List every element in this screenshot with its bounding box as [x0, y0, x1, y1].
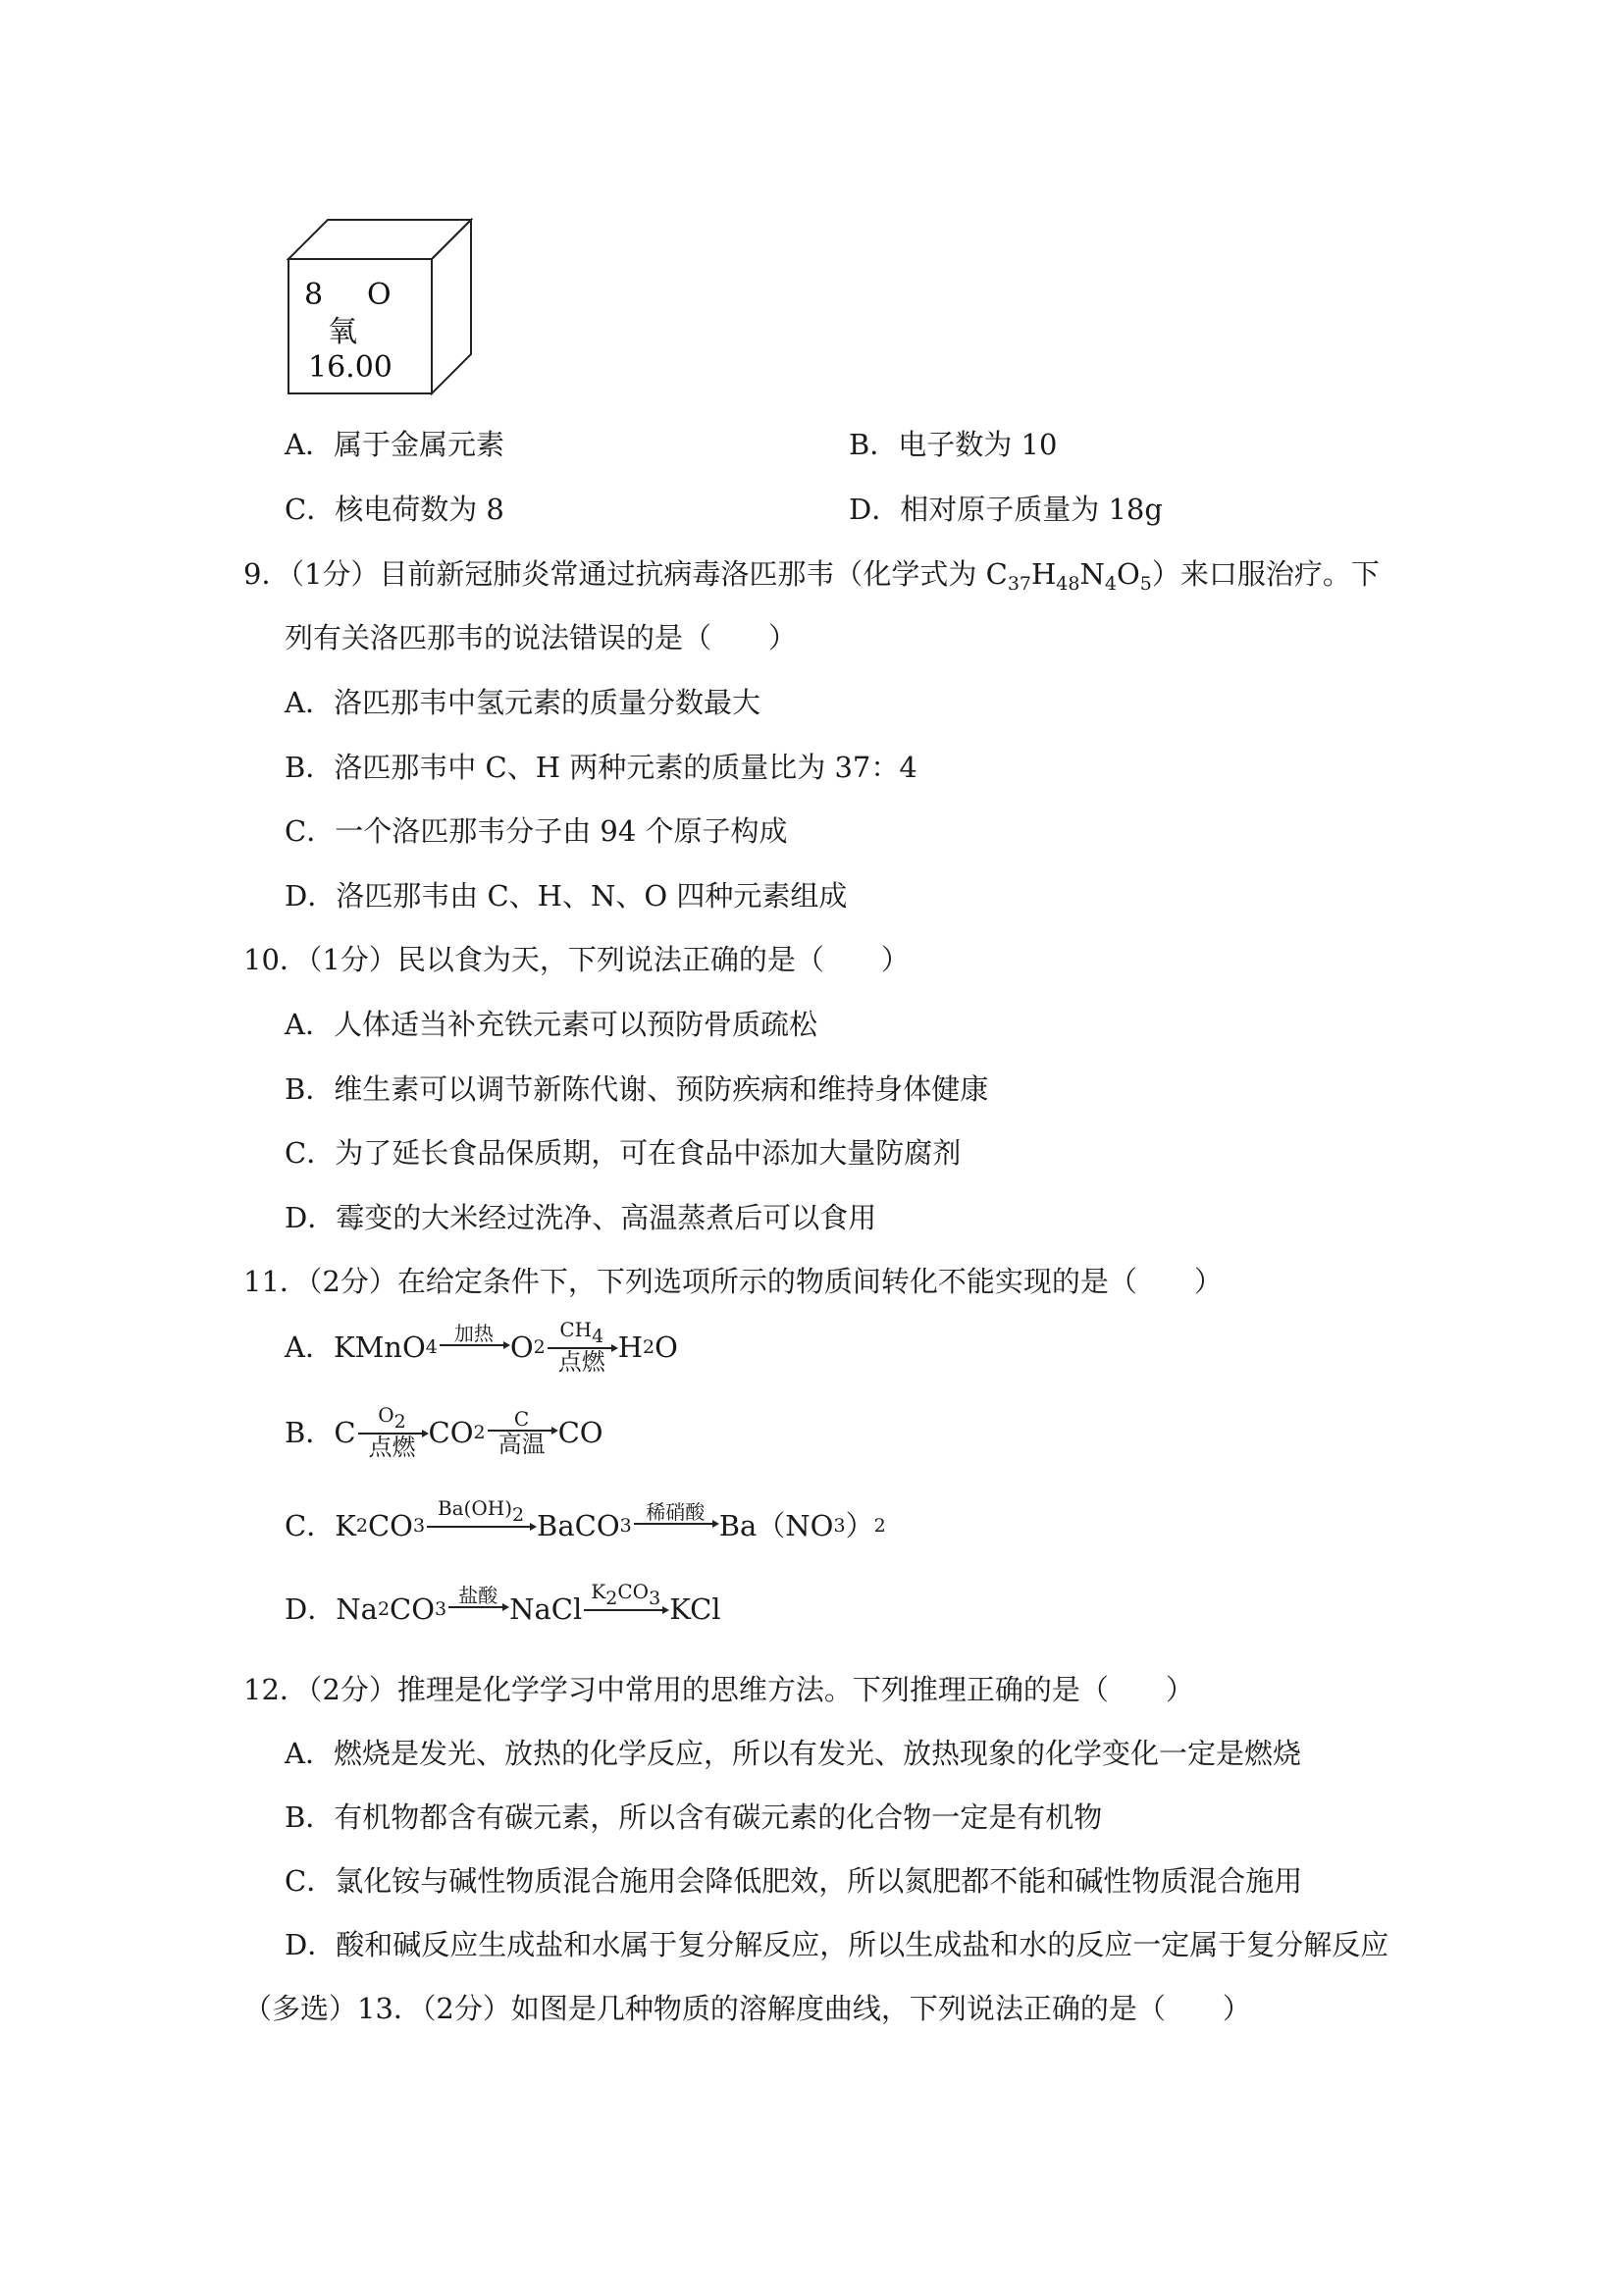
q12-option-b: B．有机物都含有碳元素，所以含有碳元素的化合物一定是有机物 [285, 1800, 1103, 1834]
q11-option-d: D． Na 2 CO 3 盐酸 NaCl K2CO3 KCl [285, 1581, 721, 1637]
q10-option-a: A．人体适当补充铁元素可以预防骨质疏松 [285, 1008, 817, 1041]
atomic-mass: 16.00 [308, 350, 393, 385]
q9-option-d: D．洛匹那韦由 C、H、N、O 四种元素组成 [285, 879, 848, 913]
q9-stem-line2: 列有关洛匹那韦的说法错误的是（ ） [285, 621, 798, 654]
q8-option-c: C．核电荷数为 8 [285, 493, 504, 526]
q9-stem: 9．（1分）目前新冠肺炎常通过抗病毒洛匹那韦（化学式为 $C_{37}H_{48}N_4O_5$）来口服治疗。下 [243, 557, 1380, 595]
q11-option-b: B． C $\frac{O2}{\text{点燃}}$ CO 2 $\frac{C}{\text{高温}}$ CO [285, 1403, 603, 1461]
q9-option-a: A．洛匹那韦中氢元素的质量分数最大 [285, 686, 760, 719]
arrow-heating: 加热 [440, 1323, 508, 1372]
element-name: 氧 [328, 315, 357, 349]
q11-stem: 11．（2分）在给定条件下，下列选项所示的物质间转化不能实现的是（ ） [243, 1265, 1223, 1298]
q8-option-d: D．相对原子质量为 18g [849, 493, 1163, 526]
arrow-high-temp: $\frac{C}{\text{高温}}$ [488, 1408, 556, 1457]
q13-stem: （多选）13．（2分）如图是几种物质的溶解度曲线，下列说法正确的是（ ） [243, 1992, 1251, 2025]
arrow-potassium-carbonate: K2CO3 [584, 1581, 667, 1637]
q9-option-b: B．洛匹那韦中 C、H 两种元素的质量比为 37：4 [285, 751, 917, 784]
arrow-ignite: $\frac{CH4}{\text{点燃}}$ [548, 1319, 616, 1375]
q10-stem: 10．（1分）民以食为天，下列说法正确的是（ ） [243, 943, 910, 976]
q12-stem: 12．（2分）推理是化学学习中常用的思维方法。下列推理正确的是（ ） [243, 1673, 1194, 1706]
q8-option-b: B．电子数为 10 [849, 428, 1058, 461]
q12-option-d: D．酸和碱反应生成盐和水属于复分解反应，所以生成盐和水的反应一定属于复分解反应 [285, 1928, 1389, 1961]
element-card [285, 214, 481, 400]
arrow-barium-hydroxide: Ba(OH)2 [427, 1497, 535, 1553]
q8-option-a: A．属于金属元素 [285, 428, 504, 461]
q11-option-a: A． KMnO 4 加热 O 2 $\frac{CH4}{\text{点燃}}$ H 2 O [285, 1318, 678, 1376]
q10-option-b: B．维生素可以调节新陈代谢、预防疾病和维持身体健康 [285, 1072, 989, 1106]
element-symbol: O [367, 278, 392, 312]
atomic-number: 8 [304, 278, 324, 312]
q12-option-c: C．氯化铵与碱性物质混合施用会降低肥效，所以氮肥都不能和碱性物质混合施用 [285, 1864, 1303, 1898]
arrow-ignite: $\frac{O2}{\text{点燃}}$ [358, 1404, 427, 1460]
q10-option-d: D．霉变的大米经过洗净、高温蒸煮后可以食用 [285, 1201, 877, 1234]
arrow-dilute-nitric-acid: 稀硝酸 [634, 1501, 717, 1550]
q10-option-c: C．为了延长食品保质期，可在食品中添加大量防腐剂 [285, 1136, 962, 1170]
q11-option-c: C． K 2 CO 3 Ba(OH)2 BaCO 3 稀硝酸 Ba（NO 3 ） 2 [285, 1497, 886, 1553]
arrow-hydrochloric-acid: 盐酸 [448, 1585, 507, 1634]
q9-option-c: C．一个洛匹那韦分子由 94 个原子构成 [285, 814, 788, 848]
q12-option-a: A．燃烧是发光、放热的化学反应，所以有发光、放热现象的化学变化一定是燃烧 [285, 1737, 1301, 1770]
